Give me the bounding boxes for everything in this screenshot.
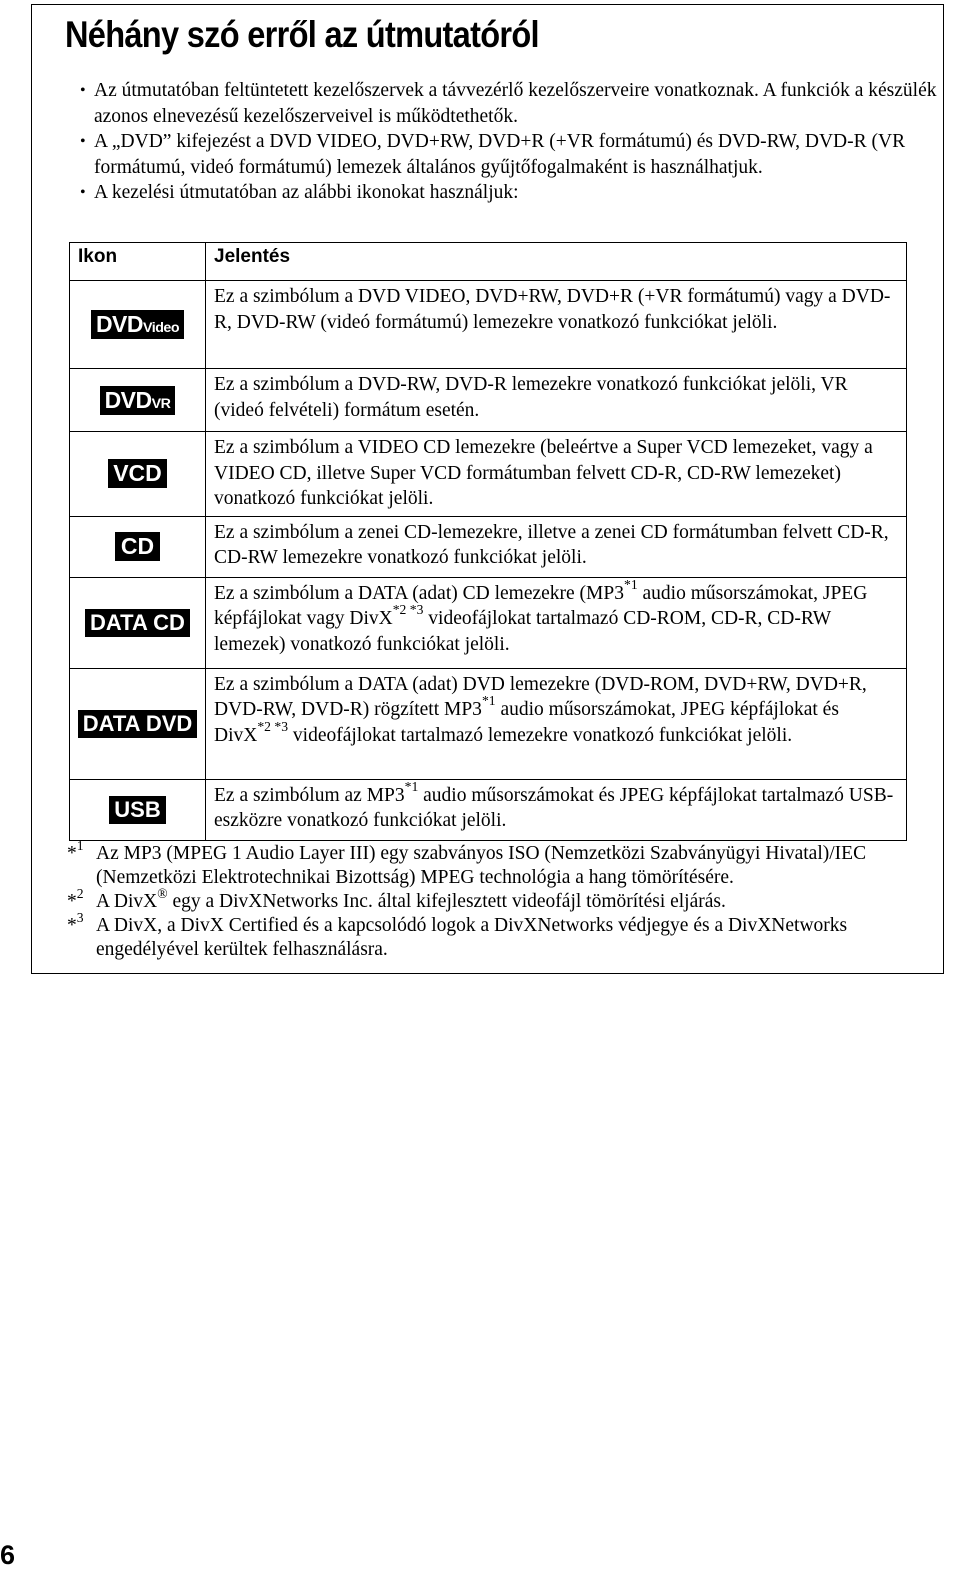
page-title: Néhány szó erről az útmutatóról: [65, 14, 539, 55]
icon-label: DVD: [95, 311, 143, 337]
icon-column-header: Ikon: [70, 243, 206, 281]
icon-cell: [70, 432, 206, 517]
footnote-marker: *$^3$: [67, 910, 84, 936]
footnote-text: A DivX® egy a DivXNetworks Inc. által kifejlesztett videofájl tömörítési eljárás.: [96, 886, 726, 912]
footnote: [67, 838, 927, 890]
superscript-marker: ®: [157, 886, 168, 901]
table-row: [70, 369, 907, 432]
table-row: [70, 577, 907, 668]
bullet-item: • A kezelési útmutatóban az alábbi ikonokat használjuk:: [80, 180, 940, 206]
dvd-video-icon: [91, 310, 184, 339]
icon-sublabel: Video: [143, 320, 180, 336]
icon-cell: [70, 779, 206, 840]
icon-cell: [70, 281, 206, 369]
table-row: [70, 432, 907, 517]
superscript-marker: *2 *3: [392, 602, 424, 617]
icon-cell: [70, 577, 206, 668]
icon-label: DATA CD: [90, 609, 185, 635]
data-dvd-icon: [78, 710, 198, 738]
table-row: [70, 281, 907, 369]
bullet-list: [80, 78, 940, 206]
meaning-cell: Ez a szimbólum a DATA (adat) CD lemezekre (MP3$^{*1}$ audio műsorszámokat, JPEG képfájlokat vagy DivX$^{*2 *3}$ videofájlokat tartalmazó CD-ROM, CD-R, CD-RW lemezek) vonatkozó funkciókat jelöli.: [206, 577, 907, 668]
icon-label: DATA DVD: [82, 710, 193, 736]
footnote-marker: *$^2$: [67, 886, 84, 912]
footnote: [67, 886, 927, 914]
table-row: [70, 516, 907, 577]
footnote-text: A DivX, a DivX Certified és a kapcsolódó logok a DivXNetworks védjegye és a DivXNetworks engedélyével kerültek felhasználásra.: [96, 915, 848, 960]
meaning-cell: Ez a szimbólum a zenei CD-lemezekre, illetve a zenei CD formátumban felvett CD-R, CD-RW lemezekre vonatkozó funkciókat jelöli.: [206, 516, 907, 577]
superscript-marker: *1: [481, 693, 496, 708]
icon-table: [69, 242, 907, 841]
meaning-column-header: Jelentés: [206, 243, 907, 281]
meaning-cell: Ez a szimbólum a DATA (adat) DVD lemezekre (DVD-ROM, DVD+RW, DVD+R, DVD-RW, DVD-R) rögzített MP3$^{*1}$ audio műsorszámokat, JPEG képfájlokat és DivX$^{*2 *3}$ videofájlokat tartalmazó lemezekre vonatkozó funkciókat jelöli.: [206, 668, 907, 779]
icon-sublabel: VR: [151, 395, 171, 412]
superscript-marker: *2 *3: [257, 718, 289, 734]
dvd-vr-icon: [100, 386, 176, 415]
icon-label: CD: [120, 533, 155, 559]
icon-cell: [70, 516, 206, 577]
footnote-text: Az MP3 (MPEG 1 Audio Layer III) egy szabványos ISO (Nemzetközi Szabványügyi Hivatal)/IEC (Nemzetközi Elektrotechnikai Bizottság) MPEG technológia a hang tömörítésére.: [96, 843, 867, 888]
superscript-marker: *1: [404, 778, 419, 794]
table-row: [70, 779, 907, 840]
bullet-item: • A „DVD” kifejezést a DVD VIDEO, DVD+RW, DVD+R (+VR formátumú) és DVD-RW, DVD-R (VR formátumú, videó formátumú) lemezek általános gyűjtőfogalmaként is használhatjuk.: [80, 129, 940, 180]
icon-label: VCD: [113, 460, 162, 487]
bullet-item: • Az útmutatóban feltüntetett kezelőszervek a távvezérlő kezelőszerveire vonatkoznak. A funkciók a készülék azonos elnevezésű kezelőszerveivel is működtethetők.: [80, 78, 940, 129]
meaning-cell: Ez a szimbólum a VIDEO CD lemezekre (beleértve a Super VCD lemezeket, vagy a VIDEO CD, illetve Super VCD formátumban felvett CD-R, CD-RW lemezeket) vonatkozó funkciókat jelöli.: [206, 432, 907, 517]
icon-label: DVD: [104, 386, 152, 413]
footnote-marker: *$^1$: [67, 838, 84, 864]
meaning-cell: Ez a szimbólum a DVD VIDEO, DVD+RW, DVD+R (+VR formátumú) vagy a DVD-R, DVD-RW (videó formátumú) lemezekre vonatkozó funkciókat jelöli.: [206, 281, 907, 369]
icon-label: USB: [114, 796, 161, 822]
meaning-cell: Ez a szimbólum a DVD-RW, DVD-R lemezekre vonatkozó funkciókat jelöli, VR (videó felvételi) formátum esetén.: [206, 369, 907, 432]
icon-cell: [70, 369, 206, 432]
icon-table-header-row: [70, 243, 907, 281]
vcd-icon: [108, 459, 167, 488]
data-cd-icon: [85, 609, 190, 637]
superscript-marker: *1: [624, 576, 638, 592]
meaning-cell: Ez a szimbólum az MP3$^{*1}$ audio műsorszámokat és JPEG képfájlokat tartalmazó USB-eszközre vonatkozó funkciókat jelöli.: [206, 779, 907, 840]
table-row: [70, 668, 907, 779]
footnotes: [67, 838, 927, 962]
icon-cell: [70, 668, 206, 779]
footnote: [67, 910, 927, 962]
page-number: 6: [0, 1540, 16, 1570]
usb-icon: [109, 796, 165, 824]
cd-icon: [115, 532, 160, 561]
